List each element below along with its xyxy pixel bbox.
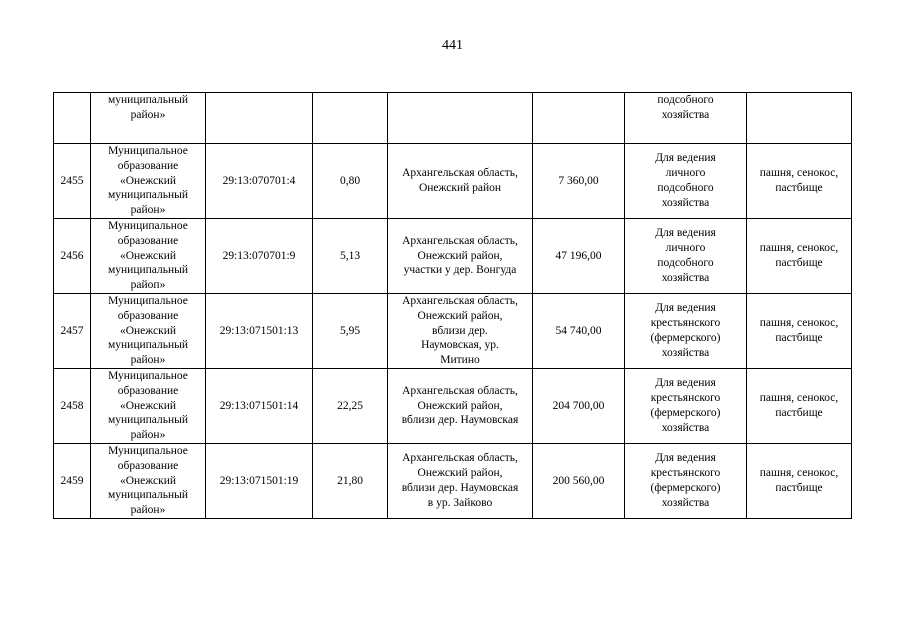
cell-land-type: пашня, сенокос, пастбище bbox=[747, 218, 852, 293]
purpose-text: подсобного хозяйства bbox=[657, 94, 714, 121]
cell-cadastral: 29:13:071501:19 bbox=[206, 443, 313, 518]
cell-land-type: пашня, сенокос, пастбище bbox=[747, 368, 852, 443]
cell-value: 54 740,00 bbox=[533, 293, 625, 368]
cell-area: 5,95 bbox=[313, 293, 388, 368]
table-row bbox=[54, 144, 852, 219]
cell-land-type: пашня, сенокос, пастбище bbox=[747, 443, 852, 518]
owner-text: муниципальный район» bbox=[107, 94, 189, 121]
cell-area: 22,25 bbox=[313, 368, 388, 443]
cell-owner bbox=[91, 93, 206, 144]
page-number: 441 bbox=[442, 38, 463, 53]
table-row bbox=[54, 293, 852, 368]
cell-value: 47 196,00 bbox=[533, 218, 625, 293]
land-plots-table bbox=[53, 92, 852, 519]
cell-owner: Муниципальное образование «Онежский муниципальный район» bbox=[91, 293, 206, 368]
cell-num bbox=[54, 93, 91, 144]
cell-location: Архангельская область, Онежский район, вблизи дер. Наумовская, ур. Митино bbox=[388, 293, 533, 368]
cell-location bbox=[388, 93, 533, 144]
cell-owner: Муниципальное образование «Онежский муниципальный райоп» bbox=[91, 218, 206, 293]
cell-location: Архангельская область, Онежский район, вблизи дер. Наумовская в ур. Зайково bbox=[388, 443, 533, 518]
cell-purpose: Для ведения крестьянского (фермерского) хозяйства bbox=[625, 443, 747, 518]
cell-purpose: Для ведения личного подсобного хозяйства bbox=[625, 218, 747, 293]
cell-value: 200 560,00 bbox=[533, 443, 625, 518]
cell-owner: Муниципальное образование «Онежский муниципальный район» bbox=[91, 443, 206, 518]
cell-value: 7 360,00 bbox=[533, 144, 625, 219]
cell-location: Архангельская область, Онежский район bbox=[388, 144, 533, 219]
cell-location: Архангельская область, Онежский район, участки у дер. Вонгуда bbox=[388, 218, 533, 293]
cell-area: 5,13 bbox=[313, 218, 388, 293]
cell-area: 21,80 bbox=[313, 443, 388, 518]
table-row bbox=[54, 218, 852, 293]
cell-num: 2457 bbox=[54, 293, 91, 368]
cell-num: 2455 bbox=[54, 144, 91, 219]
cell-location: Архангельская область, Онежский район, вблизи дер. Наумовская bbox=[388, 368, 533, 443]
table-body bbox=[54, 93, 852, 519]
cell-value: 204 700,00 bbox=[533, 368, 625, 443]
cell-area bbox=[313, 93, 388, 144]
cell-cadastral: 29:13:070701:9 bbox=[206, 218, 313, 293]
cell-purpose: Для ведения личного подсобного хозяйства bbox=[625, 144, 747, 219]
cell-purpose: Для ведения крестьянского (фермерского) хозяйства bbox=[625, 368, 747, 443]
table-row-continuation bbox=[54, 93, 852, 144]
cell-purpose bbox=[625, 93, 747, 144]
cell-cadastral: 29:13:071501:14 bbox=[206, 368, 313, 443]
cell-num: 2456 bbox=[54, 218, 91, 293]
cell-land-type: пашня, сенокос, пастбище bbox=[747, 144, 852, 219]
cell-purpose: Для ведения крестьянского (фермерского) хозяйства bbox=[625, 293, 747, 368]
cell-owner: Муниципальное образование «Онежский муниципальный район» bbox=[91, 144, 206, 219]
cell-land-type bbox=[747, 93, 852, 144]
table-row bbox=[54, 443, 852, 518]
cell-owner: Муниципальное образование «Онежский муниципальный район» bbox=[91, 368, 206, 443]
cell-cadastral: 29:13:070701:4 bbox=[206, 144, 313, 219]
cell-cadastral bbox=[206, 93, 313, 144]
cell-num: 2459 bbox=[54, 443, 91, 518]
table-row bbox=[54, 368, 852, 443]
cell-area: 0,80 bbox=[313, 144, 388, 219]
cell-land-type: пашня, сенокос, пастбище bbox=[747, 293, 852, 368]
cell-num: 2458 bbox=[54, 368, 91, 443]
cell-cadastral: 29:13:071501:13 bbox=[206, 293, 313, 368]
cell-value bbox=[533, 93, 625, 144]
